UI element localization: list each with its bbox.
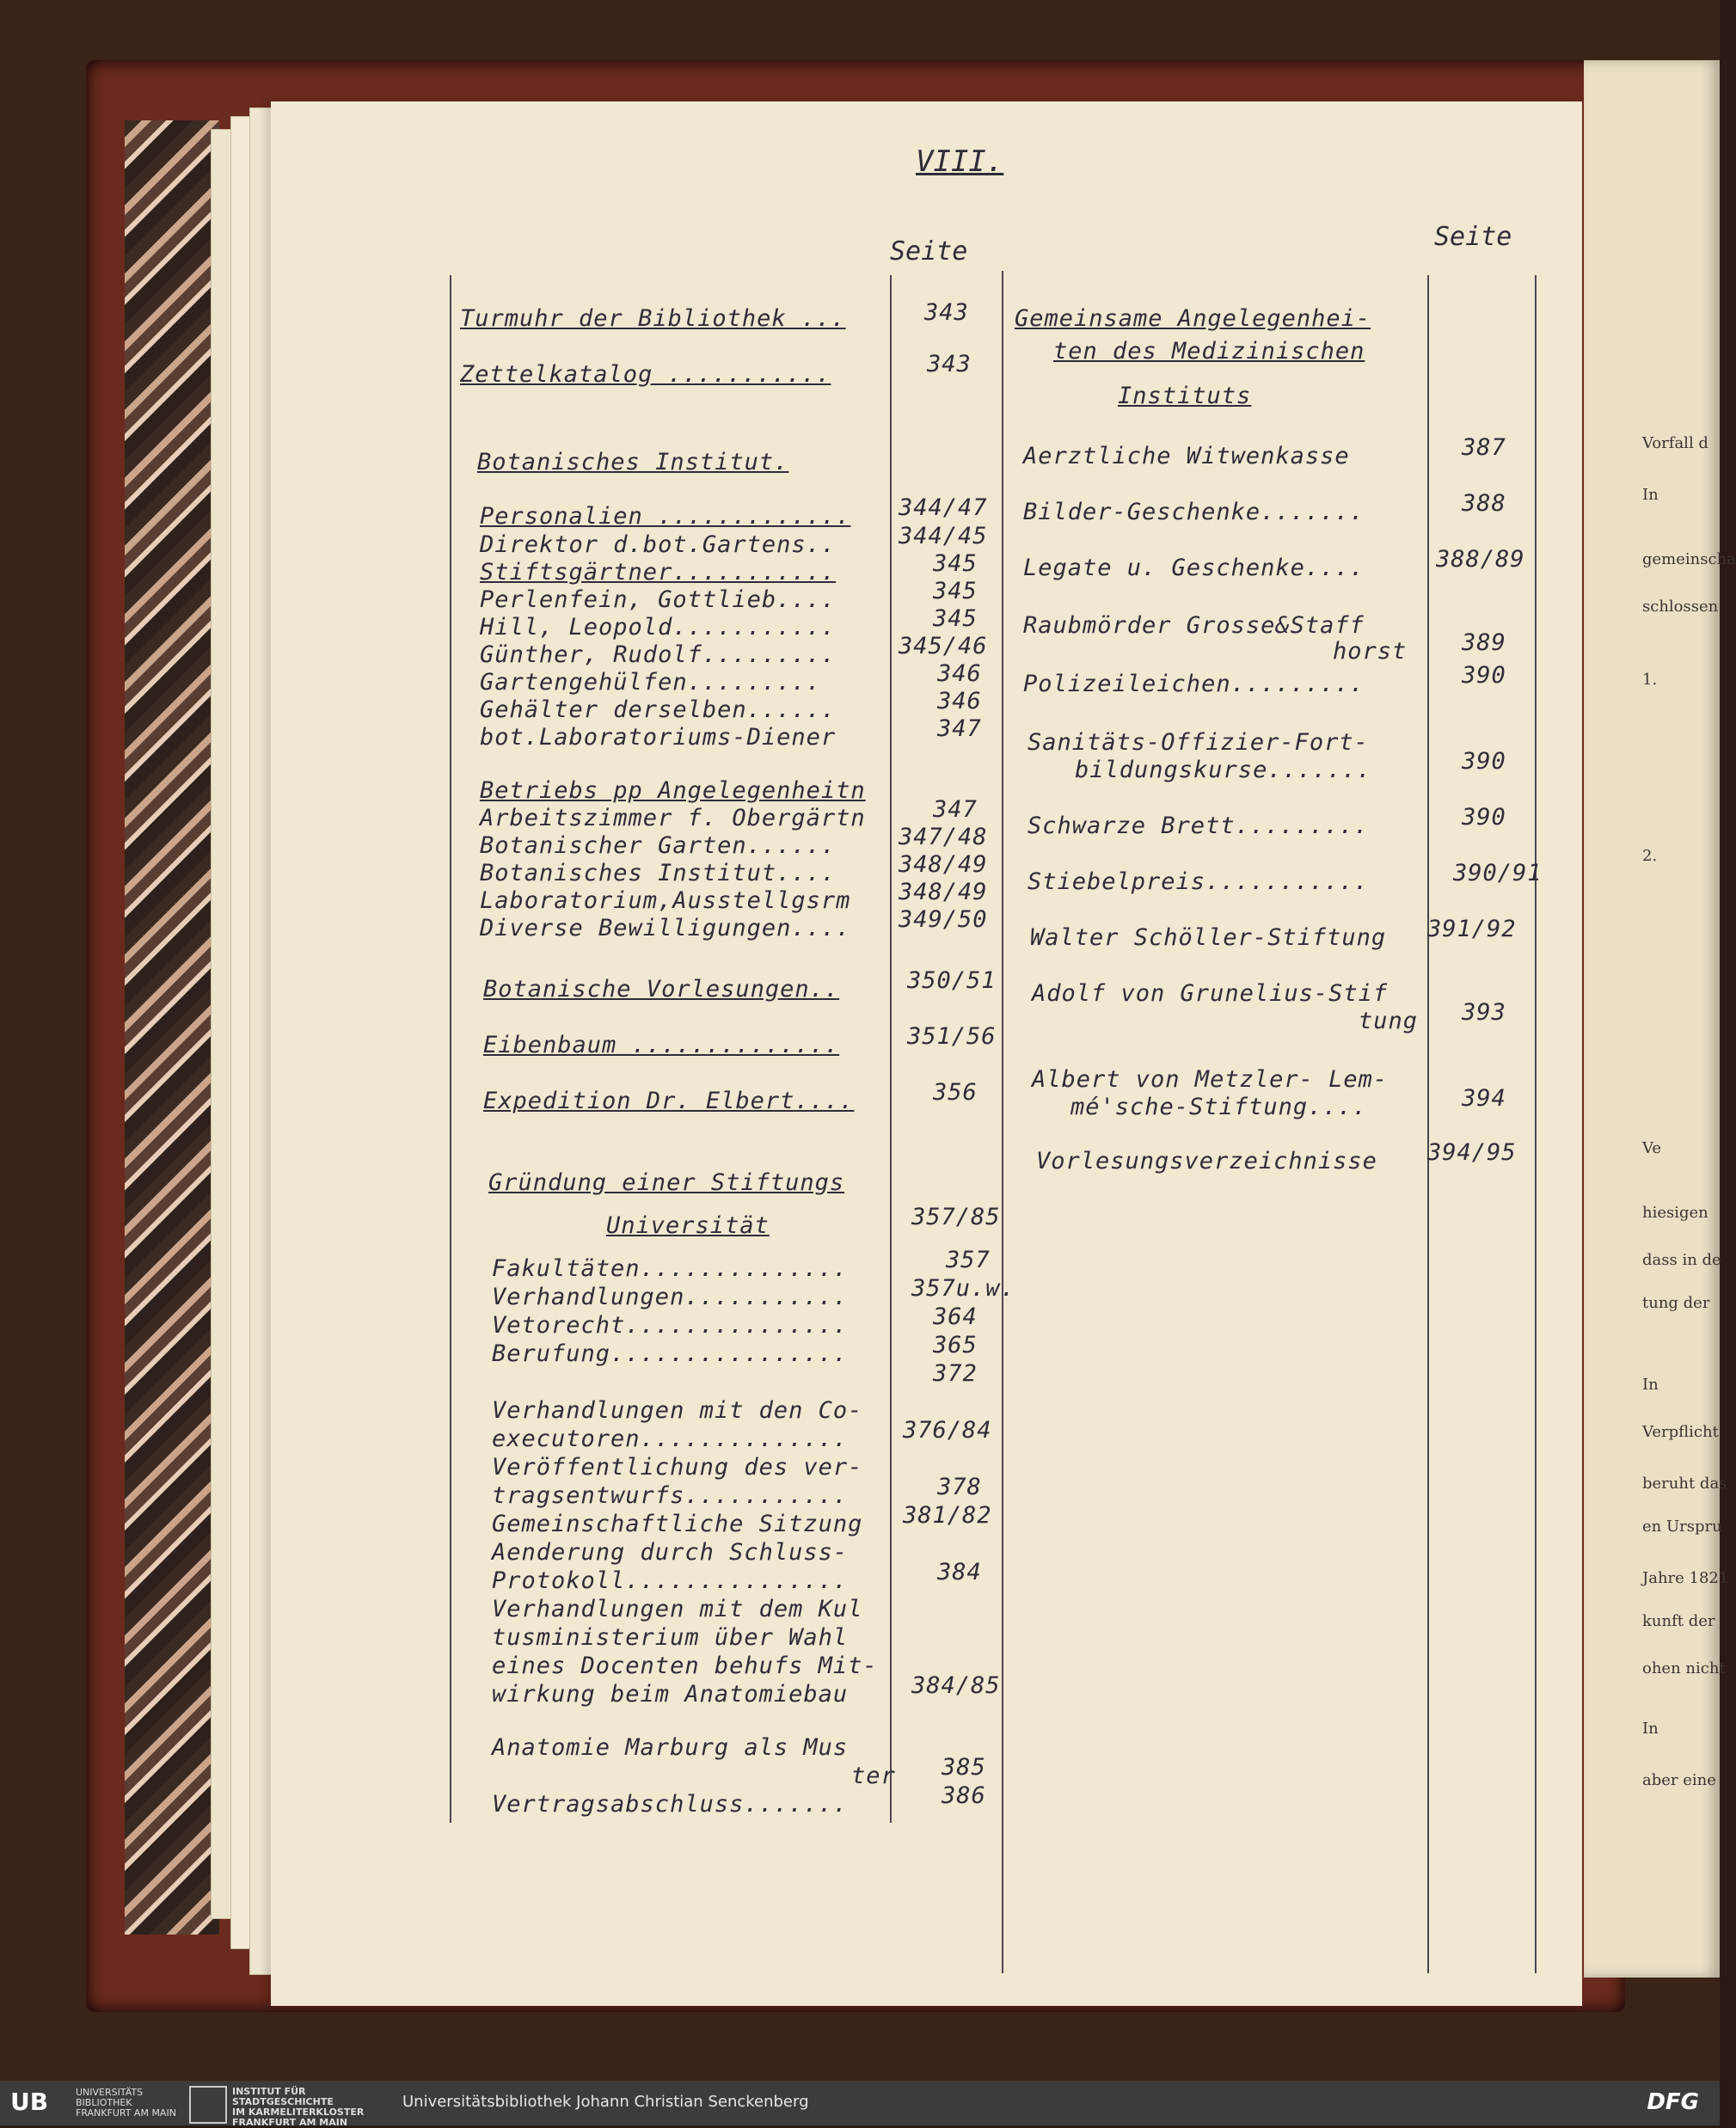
left-entry-title: Fakultäten.............. xyxy=(492,1255,849,1282)
right-entry-title: Polizeileichen......... xyxy=(1023,671,1365,697)
left-entry-title: Laboratorium,Ausstellgsrm xyxy=(480,887,851,914)
left-entry-page-number: 345 xyxy=(933,578,978,604)
left-entry-title: bot.Laboratoriums-Diener xyxy=(480,724,837,751)
facing-page-text: aber eine xyxy=(1642,1771,1716,1789)
left-entry-page-number: 378 xyxy=(937,1474,982,1500)
left-entry-title: Gehälter derselben...... xyxy=(480,696,837,723)
ub-logo-text: UNIVERSITÄTS BIBLIOTHEK FRANKFURT AM MAIN xyxy=(76,2087,176,2119)
facing-page-text: Jahre 1821 xyxy=(1642,1569,1729,1587)
left-entry-title: Protokoll............... xyxy=(492,1567,849,1594)
left-entry-title: Gründung einer Stiftungs xyxy=(488,1169,845,1196)
left-entry-title: Personalien ............. xyxy=(480,503,851,530)
left-entry-title: Verhandlungen mit dem Kul xyxy=(492,1596,863,1622)
right-entry-title: Vorlesungsverzeichnisse xyxy=(1036,1148,1377,1174)
facing-page-text: Verpflicht xyxy=(1642,1423,1719,1441)
facing-page-text: tung der xyxy=(1642,1294,1710,1312)
left-entry-title: Perlenfein, Gottlieb.... xyxy=(480,586,837,613)
left-entry-page-number: 345/46 xyxy=(899,633,988,659)
left-entry-page-number: 381/82 xyxy=(903,1502,992,1529)
left-entry-page-number: 372 xyxy=(933,1360,978,1387)
footer-library-name: Universitätsbibliothek Johann Christian Senckenberg xyxy=(402,2093,809,2111)
left-entry-title: wirkung beim Anatomiebau xyxy=(492,1681,849,1708)
left-entry-title: Turmuhr der Bibliothek ... xyxy=(460,305,846,332)
right-entry-page-number: 391/92 xyxy=(1427,916,1517,942)
right-entry-title: tung xyxy=(1359,1008,1419,1034)
right-entry-title: Schwarze Brett......... xyxy=(1027,813,1369,839)
left-entry-page-number: 376/84 xyxy=(903,1417,992,1444)
marbled-endpaper xyxy=(125,120,219,1935)
left-entry-page-number: 348/49 xyxy=(899,879,988,905)
left-entry-title: eines Docenten behufs Mit- xyxy=(492,1653,878,1679)
right-entry-title: horst xyxy=(1333,638,1408,665)
facing-page-text: In xyxy=(1642,1376,1659,1394)
left-entry-title: Hill, Leopold........... xyxy=(480,614,837,641)
left-entry-page-number: 357 xyxy=(946,1247,991,1273)
left-entry-title: Botanischer Garten...... xyxy=(480,832,837,859)
left-entry-title: Anatomie Marburg als Mus xyxy=(492,1734,849,1761)
facing-page-text: beruht das xyxy=(1642,1475,1727,1493)
left-entry-title: Berufung................ xyxy=(492,1340,849,1367)
right-entry-page-number: 390/91 xyxy=(1453,860,1543,886)
right-entry-page-number: 390 xyxy=(1462,804,1506,831)
left-entry-page-number: 364 xyxy=(933,1303,978,1330)
left-entry-page-number: 386 xyxy=(942,1782,986,1809)
left-entry-title: Vetorecht............... xyxy=(492,1312,849,1339)
right-entry-title: Sanitäts-Offizier-Fort- xyxy=(1027,729,1369,756)
left-entry-page-number: 343 xyxy=(927,351,972,377)
left-entry-title: Expedition Dr. Elbert.... xyxy=(483,1088,855,1114)
left-entry-page-number: 384 xyxy=(937,1559,982,1585)
right-entry-page-number: 390 xyxy=(1462,662,1506,689)
facing-page-text: dass in de xyxy=(1642,1251,1721,1269)
right-entry-title: bildungskurse....... xyxy=(1075,757,1372,783)
left-entry-title: Botanisches Institut.... xyxy=(480,860,837,886)
left-entry-title: Verhandlungen........... xyxy=(492,1284,849,1310)
right-entry-page-number: 394 xyxy=(1462,1085,1506,1112)
left-entry-page-number: 357u.w. xyxy=(911,1275,1015,1302)
isg-logo-icon xyxy=(189,2086,227,2124)
page-heading: VIII. xyxy=(916,144,1004,179)
facing-page-text: ohen nicht xyxy=(1642,1659,1726,1677)
left-entry-title: Vertragsabschluss....... xyxy=(492,1791,849,1818)
left-entry-page-number: 347/48 xyxy=(899,824,988,850)
right-entry-title: Legate u. Geschenke.... xyxy=(1023,555,1365,581)
dfg-logo: DFG xyxy=(1647,2089,1699,2115)
left-entry-title: Direktor d.bot.Gartens.. xyxy=(480,531,837,558)
left-entry-page-number: 365 xyxy=(933,1332,978,1358)
left-entry-title: Botanisches Institut. xyxy=(477,449,789,475)
left-entry-title: Universität xyxy=(606,1212,770,1239)
facing-page-text: 1. xyxy=(1642,671,1658,689)
isg-logo-text: INSTITUT FÜR STADTGESCHICHTE IM KARMELITERKLOSTER FRANKFURT AM MAIN xyxy=(232,2086,365,2128)
left-entry-page-number: 344/47 xyxy=(899,494,988,521)
left-entry-page-number: 385 xyxy=(942,1754,986,1781)
right-entry-page-number: 393 xyxy=(1462,999,1506,1026)
left-entry-page-number: 343 xyxy=(924,299,969,326)
left-entry-page-number: 348/49 xyxy=(899,851,988,878)
facing-page-text: Vorfall d xyxy=(1642,434,1708,452)
right-entry-title: Stiebelpreis........... xyxy=(1027,868,1369,895)
left-entry-page-number: 384/85 xyxy=(911,1672,1001,1699)
left-entry-title: Gemeinschaftliche Sitzung xyxy=(492,1511,863,1537)
left-entry-title: ter xyxy=(851,1763,896,1789)
facing-page-text: schlossen xyxy=(1642,598,1719,616)
facing-page-text: In xyxy=(1642,1720,1659,1738)
right-entry-title: Walter Schöller-Stiftung xyxy=(1030,924,1387,951)
right-entry-page-number: 387 xyxy=(1462,434,1506,461)
right-entry-title: Raubmörder Grosse&Staff xyxy=(1023,612,1365,639)
left-entry-title: Arbeitszimmer f. Obergärtn xyxy=(480,805,866,831)
right-entry-title: Gemeinsame Angelegenhei- xyxy=(1015,305,1371,332)
right-entry-title: mé'sche-Stiftung.... xyxy=(1070,1094,1368,1120)
left-entry-page-number: 351/56 xyxy=(907,1023,997,1050)
facing-page-text: 2. xyxy=(1642,847,1658,865)
right-entry-page-number: 394/95 xyxy=(1427,1139,1517,1166)
facing-page xyxy=(1584,60,1720,1978)
facing-page-text: en Urspru xyxy=(1642,1518,1722,1536)
left-entry-title: Günther, Rudolf......... xyxy=(480,641,837,668)
rule-right-edge xyxy=(1535,275,1537,1973)
rule-left-page-numbers xyxy=(890,275,892,1823)
right-entry-title: Instituts xyxy=(1118,383,1252,409)
right-entry-page-number: 388/89 xyxy=(1436,546,1525,573)
right-entry-title: Aerztliche Witwenkasse xyxy=(1023,443,1350,469)
left-entry-title: tusministerium über Wahl xyxy=(492,1624,849,1651)
left-entry-title: Veröffentlichung des ver- xyxy=(492,1454,863,1481)
left-entry-title: Diverse Bewilligungen.... xyxy=(480,915,851,941)
left-entry-page-number: 345 xyxy=(933,605,978,632)
left-entry-title: Eibenbaum .............. xyxy=(483,1032,840,1058)
left-entry-page-number: 350/51 xyxy=(907,967,997,994)
footer-bar xyxy=(0,2081,1720,2128)
right-entry-page-number: 388 xyxy=(1462,490,1506,517)
left-entry-page-number: 356 xyxy=(933,1079,978,1106)
facing-page-text: kunft der xyxy=(1642,1612,1715,1630)
left-entry-title: tragsentwurfs........... xyxy=(492,1482,849,1509)
column-header-seite-right: Seite xyxy=(1434,222,1512,252)
left-entry-page-number: 347 xyxy=(933,796,978,823)
facing-page-text: In xyxy=(1642,486,1659,504)
left-entry-title: executoren.............. xyxy=(492,1426,849,1452)
left-entry-title: Stiftsgärtner........... xyxy=(480,559,837,586)
left-entry-title: Betriebs pp Angelegenheitn xyxy=(480,777,866,804)
column-header-seite-left: Seite xyxy=(890,236,968,267)
right-entry-title: Albert von Metzler- Lem- xyxy=(1032,1066,1389,1093)
right-entry-title: ten des Medizinischen xyxy=(1053,338,1365,365)
left-entry-title: Botanische Vorlesungen.. xyxy=(483,976,840,1003)
right-entry-page-number: 389 xyxy=(1462,629,1506,656)
left-entry-page-number: 357/85 xyxy=(911,1204,1001,1230)
left-entry-page-number: 346 xyxy=(937,688,982,714)
left-entry-page-number: 349/50 xyxy=(899,906,988,933)
left-entry-page-number: 344/45 xyxy=(899,523,988,549)
left-entry-title: Zettelkatalog ........... xyxy=(460,361,831,388)
facing-page-text: Ve xyxy=(1642,1139,1661,1157)
left-entry-title: Aenderung durch Schluss- xyxy=(492,1539,849,1566)
rule-center xyxy=(1002,271,1003,1973)
ub-logo: UB xyxy=(10,2088,49,2116)
rule-right-page-numbers xyxy=(1427,275,1429,1973)
rule-left-margin xyxy=(450,275,451,1823)
left-entry-page-number: 346 xyxy=(937,660,982,687)
facing-page-text: hiesigen xyxy=(1642,1204,1708,1222)
facing-page-text: gemeinscha xyxy=(1642,550,1736,568)
left-entry-page-number: 345 xyxy=(933,550,978,577)
right-entry-page-number: 390 xyxy=(1462,748,1506,775)
left-entry-title: Verhandlungen mit den Co- xyxy=(492,1397,863,1424)
right-entry-title: Bilder-Geschenke....... xyxy=(1023,499,1365,525)
left-entry-title: Gartengehülfen......... xyxy=(480,669,821,696)
right-entry-title: Adolf von Grunelius-Stif xyxy=(1032,980,1389,1007)
left-entry-page-number: 347 xyxy=(937,715,982,742)
